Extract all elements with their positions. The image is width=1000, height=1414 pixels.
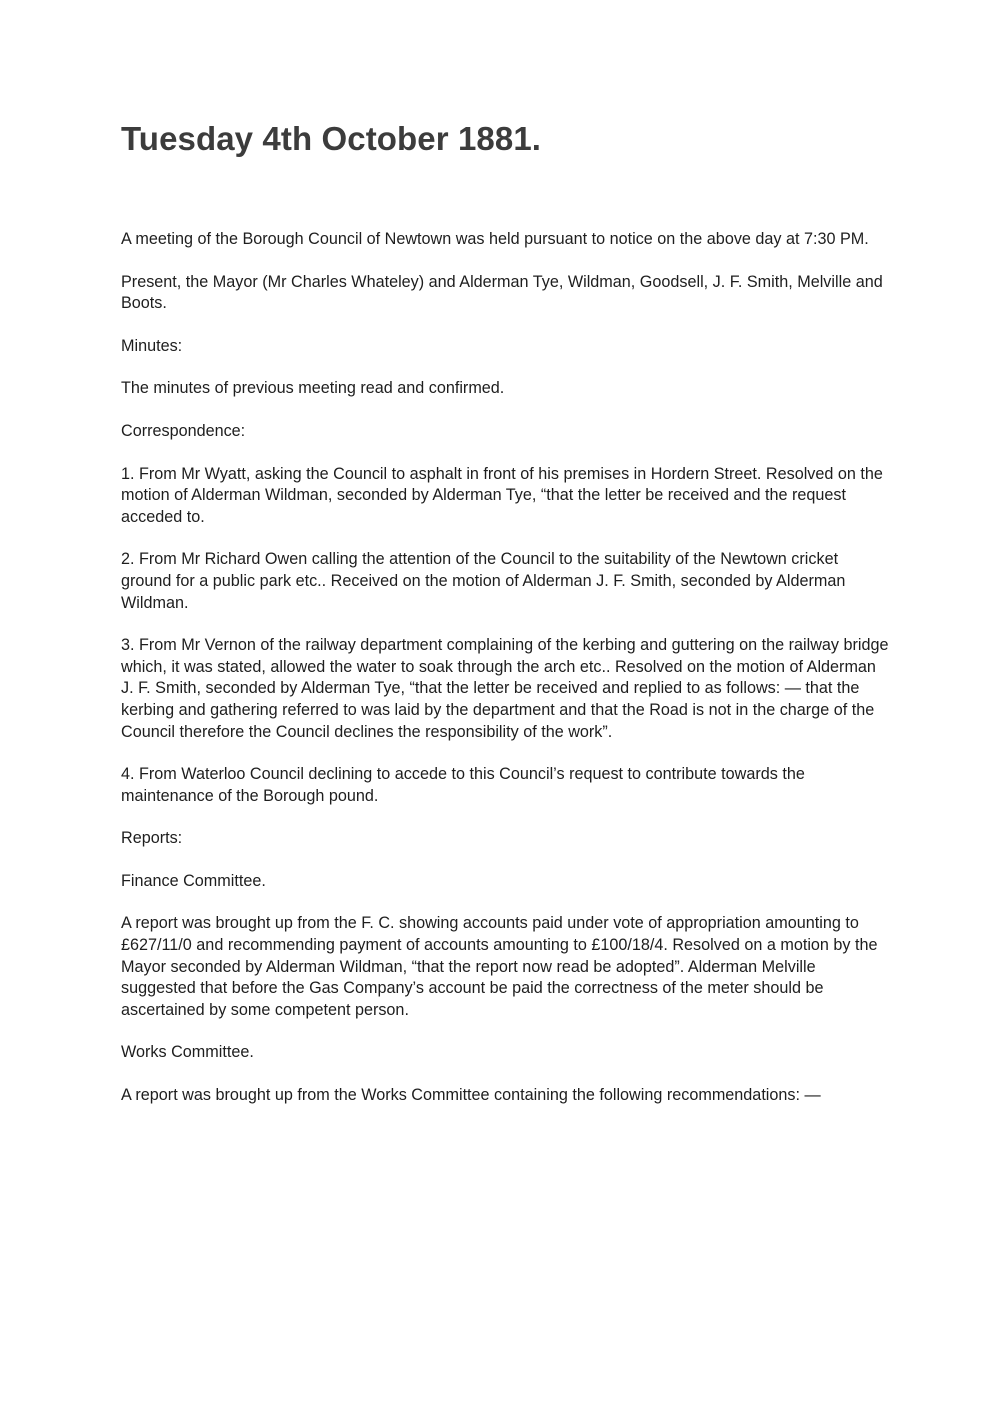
heading-correspondence: Correspondence:	[121, 421, 246, 440]
correspondence-item-1: 1. From Mr Wyatt, asking the Council to asphalt in front of his premises in Hordern Street. Resolved on the motion of Alderman Wildman, seconded by Alderman Tye, “that the letter be received and the request acceded to.	[121, 464, 883, 526]
paragraph-finance-report: A report was brought up from the F. C. showing accounts paid under vote of appropriation amounting to £627/11/0 and recommending payment of accounts amounting to £100/18/4. Resolved on a motion by the Mayor seconded by Alderman Wildman, “that the report now read be adopted”. Alderman Melville suggested that before the Gas Company’s account be paid the correctness of the meter should be ascertained by some competent person.	[121, 914, 878, 1019]
paragraph-present: Present, the Mayor (Mr Charles Whateley) and Alderman Tye, Wildman, Goodsell, J. F. Smith, Melville and Boots.	[121, 272, 883, 313]
paragraph-meeting-notice: A meeting of the Borough Council of Newtown was held pursuant to notice on the above day at 7:30 PM.	[121, 230, 869, 248]
heading-reports: Reports:	[121, 829, 183, 848]
correspondence-item-4: 4. From Waterloo Council declining to accede to this Council’s request to contribute towards the maintenance of the Borough pound.	[121, 765, 805, 805]
paragraph-minutes: The minutes of previous meeting read and confirmed.	[121, 379, 505, 398]
page-title: Tuesday 4th October 1881.	[121, 120, 542, 157]
heading-minutes: Minutes:	[121, 336, 183, 355]
paragraph-works-report: A report was brought up from the Works Committee containing the following recommendations: —	[121, 1086, 821, 1105]
correspondence-item-3: 3. From Mr Vernon of the railway department complaining of the kerbing and guttering on the railway bridge which, it was stated, allowed the water to soak through the arch etc.. Resolved on the motion of Alderman J. F. Smith, seconded by Alderman Tye, “that the letter be received and replied to as follows: — that the kerbing and gathering referred to was laid by the department and that the Road is not in the charge of the Council therefore the Council declines the responsibility of the work”.	[121, 636, 889, 741]
correspondence-item-2: 2. From Mr Richard Owen calling the attention of the Council to the suitability of the Newtown cricket ground for a public park etc.. Received on the motion of Alderman J. F. Smith, seconded by Alderman Wildman.	[121, 550, 846, 612]
heading-works-committee: Works Committee.	[121, 1043, 254, 1062]
document-body	[121, 229, 891, 1107]
heading-finance-committee: Finance Committee.	[121, 871, 266, 890]
